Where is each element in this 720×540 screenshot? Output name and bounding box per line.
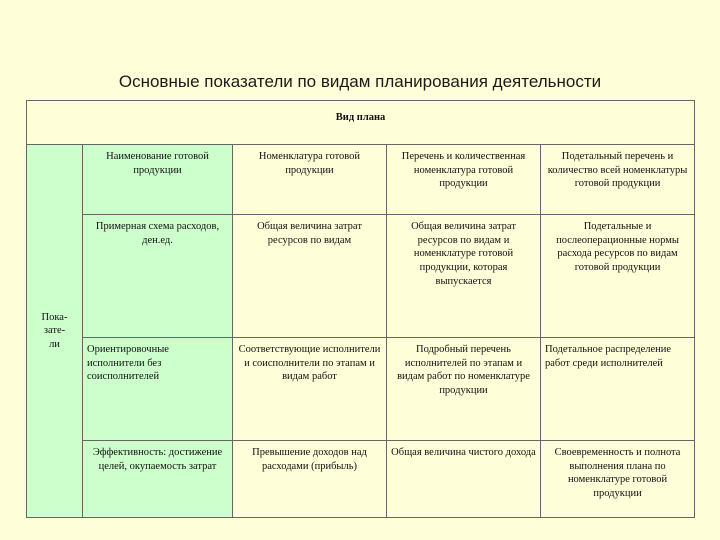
table-cell: Своевременность и полнота выполнения плана по номенклатуре готовой продукции <box>541 441 695 518</box>
table-cell: Номенклатура готовой продукции <box>233 145 387 215</box>
indicators-table <box>26 100 695 518</box>
indicators-side-label <box>27 145 83 518</box>
table-cell: Соответствующие исполнители и соисполнители по этапам и видам работ <box>233 338 387 441</box>
table-cell: Подетальные и послеоперационные нормы расхода ресурсов по видам готовой продукции <box>541 215 695 338</box>
table-cell: Общая величина затрат ресурсов по видам и номенклатуре готовой продукции, которая выпускается <box>387 215 541 338</box>
table-cell: Превышение доходов над расходами (прибыль) <box>233 441 387 518</box>
side-label-part: Пока- <box>41 311 68 323</box>
table-cell: Подетальное распределение работ среди исполнителей <box>541 338 695 441</box>
page-title: Основные показатели по видам планирования деятельности <box>118 72 602 91</box>
table-cell: Общая величина затрат ресурсов по видам <box>233 215 387 338</box>
table-cell: Ориентировочные исполнители без соисполнителей <box>83 338 233 441</box>
table-cell: Подетальный перечень и количество всей номенклатуры готовой продукции <box>541 145 695 215</box>
side-label-part: зате- <box>43 325 66 337</box>
plan-type-header: Вид плана <box>27 101 695 145</box>
table-cell: Эффективность: достижение целей, окупаемость затрат <box>83 441 233 518</box>
table-cell: Подробный перечень исполнителей по этапам и видам работ по номенклатуре продукции <box>387 338 541 441</box>
table-cell: Перечень и количественная номенклатура готовой продукции <box>387 145 541 215</box>
side-label-part: ли <box>49 338 60 350</box>
table-cell: Общая величина чистого дохода <box>387 441 541 518</box>
table-cell: Наименование готовой продукции <box>83 145 233 215</box>
table-cell: Примерная схема расходов, ден.ед. <box>83 215 233 338</box>
